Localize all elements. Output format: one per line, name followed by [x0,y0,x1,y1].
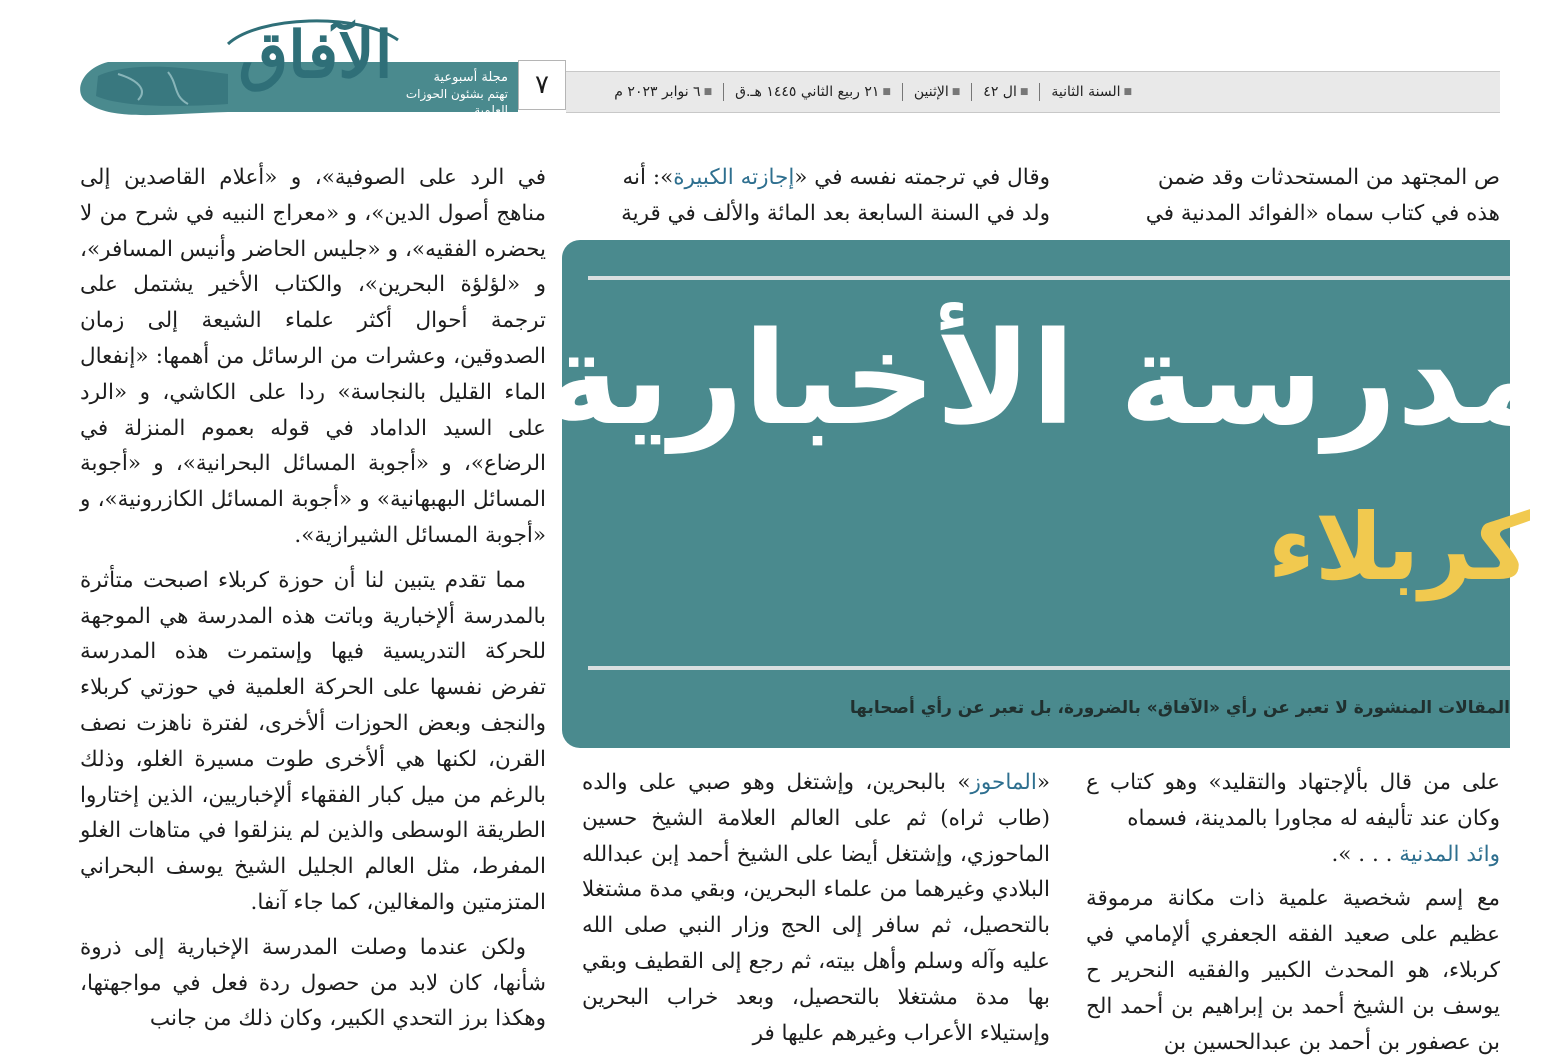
headline-subtitle: كربلاء [1267,494,1530,601]
logo-wordmark: الآفاق [238,18,393,93]
info-item-year: ■ السنة الثانية [1051,84,1132,100]
info-divider [723,83,724,101]
middle-bottom-paragraph: «الماحوز» بالبحرين، وإشتغل وهو صبي على والده (طاب ثراه) ثم على العالم العلامة الشيخ حسين الماحوزي، وإشتغل أيضا على الشيخ أحمد إبن عبدالله البلادي وغيرهما من علماء البحرين، وبقي مدة مشتغلا بالتحصيل، ثم سافر إلى الحج وزار النبي صلى الله عليه وآله وسلم وأهل بيته، ثم رجع إلى القطيف وبقي بها مدة مشتغلا بالتحصيل، وبعد خراب البحرين وإستيلاء الأعراب وغيرهم عليها فر [582,770,1050,1046]
info-issue-text: ال ٤٢ [983,84,1017,100]
issue-info-bar [566,71,1500,113]
logo-tagline [378,70,508,118]
left-paragraph-1: في الرد على الصوفية»، و «أعلام القاصدين إلى مناهج أصول الدين»، و «معراج النبيه في شرح من لا يحضره الفقيه»، و «جليس الحاضر وأنيس المسافر»، و «لؤلؤة البحرين»، والكتاب الأخير يشتمل على ترجمة أحوال أكثر علماء الشيعة إلى زمان الصدوقين، وعشرات من الرسائل من أهمها: «إنفعال الماء القليل بالنجاسة» ردا على الكاشي، و «الرد على السيد الداماد في قوله بعموم المنزلة في الرضاع»، و «أجوبة المسائل البحرانية»، و «أجوبة المسائل البهبهانية» و «أجوبة المسائل الكازرونية»، و «أجوبة المسائل الشيرازية». [80,165,546,548]
article-column-middle-bottom [582,765,1050,1059]
page-number: ٧ [518,60,566,110]
headline-disclaimer: المقالات المنشورة لا تعبر عن رأي «الآفاق» بالضرورة، بل تعبر عن رأي أصحابها [849,698,1510,718]
info-day-text: الإثنين [913,84,949,100]
right-bottom-paragraph-1: على من قال بألإجتهاد والتقليد» وهو كتاب ع وكان عند تأليفه له مجاورا بالمدينة، فسماه [1086,770,1500,831]
logo-tagline-line1: مجلة أسبوعية [433,70,508,85]
right-bottom-paragraph-3: مع إسم شخصية علمية ذات مكانة مرموقة عظيم على صعيد الفقه الجعفري ألإمامي في كربلاء، هو المحدث الكبير والفقيه النحرير ح يوسف بن الشيخ أحمد بن إبراهيم بن أحمد الح بن عصفور بن أحمد بن عبدالحسين بن [1086,886,1500,1055]
headline-title: مدرسة الأخبارية [543,305,1550,454]
masthead-logo [78,4,518,132]
left-paragraph-2: مما تقدم يتبين لنا أن حوزة كربلاء اصبحت متأثرة بالمدرسة ألإخبارية وباتت هذه المدرسة هي الموجهة للحركة التدريسية فيها وإستمرت هذه المدرسة تفرض نفسها على الحركة العلمية في حوزتي كربلاء والنجف وبعض الحوزات ألأخرى، لفترة ناهزت نصف القرن، لكنها هي ألأخرى طوت مسيرة الغلو، وذلك بالرغم من ميل كبار الفقهاء ألإخباريين، الذين إختاروا الطريقة الوسطى والذين لم ينزلقوا في متاهات الغلو المفرط، مثل العالم الجليل الشيخ يوسف البحراني المتزمتين والمغالين، كما جاء آنفا. [80,567,546,915]
left-paragraph-3: ولكن عندما وصلت المدرسة الإخبارية إلى ذروة شأنها، كان لابد من حصول ردة فعل في مواجهتها، وهكذا برز التحدي الكبير، وكان ذلك من جانب [80,934,546,1032]
info-divider [1039,83,1040,101]
issue-info-items [614,72,1132,112]
info-item-day: ■ الإثنين [913,84,961,100]
middle-top-line-1: وقال في ترجمته نفسه في «إجازته الكبيرة»: أنه [622,165,1050,190]
info-item-hijri-date: ■ ٢١ ربيع الثاني ١٤٤٥ هـ.ق [735,84,891,100]
right-top-line-2: هذه في كتاب سماه «الفوائد المدنية في [1145,200,1500,226]
right-bottom-paragraph-2: وائد المدنية . . . ». [1331,841,1500,867]
article-column-left [80,160,546,1059]
logo-tagline-line2: تهتم بشئون الحوزات العلمية [405,87,508,117]
info-item-gregorian-date: ■ ٦ نوابر ٢٠٢٣ م [614,84,713,100]
info-divider [971,83,972,101]
link-ijaza-kabira[interactable]: إجازته الكبيرة [673,165,795,190]
info-hijri-text: ٢١ ربيع الثاني ١٤٤٥ هـ.ق [735,84,880,100]
info-year-text: السنة الثانية [1051,84,1121,100]
article-column-right-bottom [1086,765,1500,1059]
link-mahuz[interactable]: الماحوز [970,770,1037,795]
middle-top-line-2: ولد في السنة السابعة بعد المائة والألف في قرية [621,200,1050,226]
article-column-middle-top [582,160,1050,234]
article-column-right-top [1086,160,1500,234]
info-item-issue: ■ ال ٤٢ [983,84,1029,100]
info-gregorian-text: ٦ نوابر ٢٠٢٣ م [614,84,701,100]
headline-rule-bottom [588,666,1510,670]
headline-box [543,240,1550,748]
link-fawaid-madaniya[interactable]: وائد المدنية [1399,841,1500,867]
right-top-line-1: ص المجتهد من المستحدثات وقد ضمن [1157,165,1500,190]
info-divider [902,83,903,101]
